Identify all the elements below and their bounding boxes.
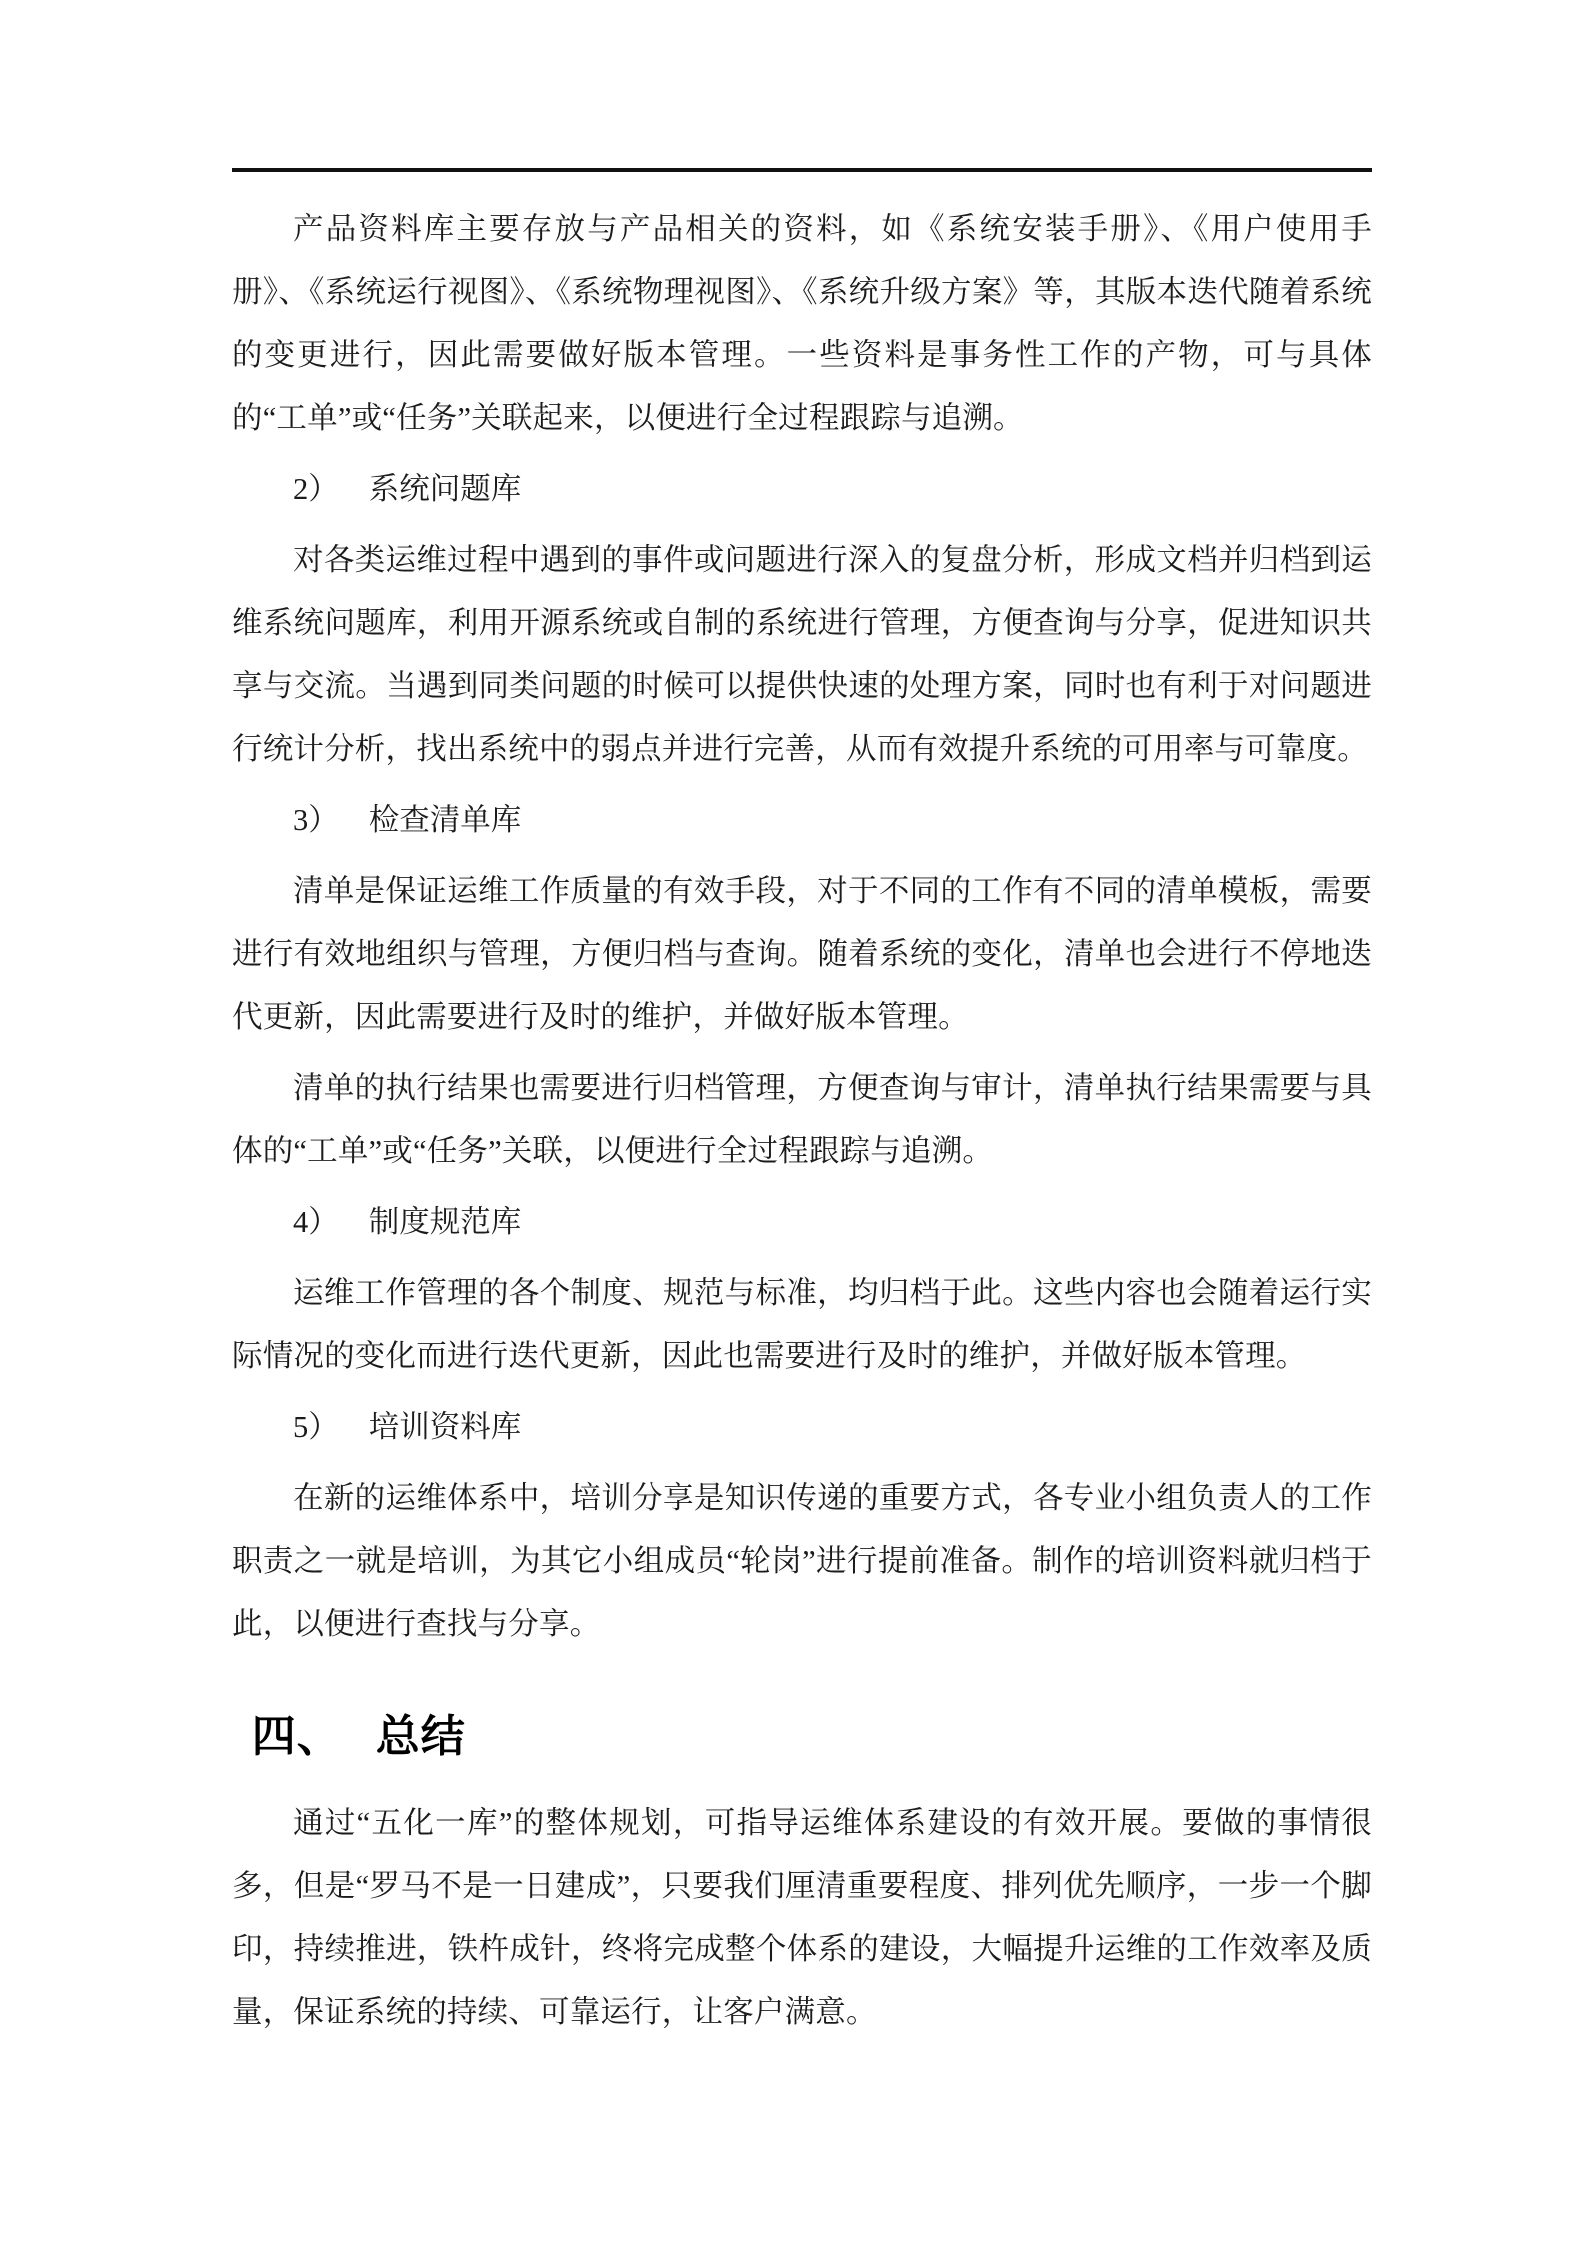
list-number: 5）	[293, 1410, 339, 1444]
list-heading-system-issue-library	[232, 458, 1372, 521]
header-rule-divider	[232, 168, 1372, 172]
paragraph-policy-library: 运维工作管理的各个制度、规范与标准，均归档于此。这些内容也会随着运行实际情况的变化而进行迭代更新，因此也需要进行及时的维护，并做好版本管理。	[232, 1276, 1372, 1373]
list-heading-label: 制度规范库	[368, 1205, 522, 1239]
list-number: 4）	[293, 1205, 339, 1239]
list-heading-label: 系统问题库	[368, 472, 522, 506]
list-number: 3）	[293, 803, 339, 837]
paragraph-checklist-library-1: 清单是保证运维工作质量的有效手段，对于不同的工作有不同的清单模板，需要进行有效地组织与管理，方便归档与查询。随着系统的变化，清单也会进行不停地迭代更新，因此需要进行及时的维护，并做好版本管理。	[232, 874, 1372, 1034]
paragraph-system-issue-library: 对各类运维过程中遇到的事件或问题进行深入的复盘分析，形成文档并归档到运维系统问题库，利用开源系统或自制的系统进行管理，方便查询与分享，促进知识共享与交流。当遇到同类问题的时候可以提供快速的处理方案，同时也有利于对问题进行统计分析，找出系统中的弱点并进行完善，从而有效提升系统的可用率与可靠度。	[232, 543, 1372, 766]
list-heading-checklist-library	[232, 789, 1372, 852]
section-number: 四、	[251, 1711, 342, 1762]
list-heading-training-library	[232, 1396, 1372, 1459]
paragraph-checklist-library-2: 清单的执行结果也需要进行归档管理，方便查询与审计，清单执行结果需要与具体的“工单”或“任务”关联，以便进行全过程跟踪与追溯。	[232, 1071, 1372, 1168]
paragraph-training-library: 在新的运维体系中，培训分享是知识传递的重要方式，各专业小组负责人的工作职责之一就是培训，为其它小组成员“轮岗”进行提前准备。制作的培训资料就归档于此，以便进行查找与分享。	[232, 1481, 1372, 1641]
list-heading-policy-library	[232, 1191, 1372, 1254]
paragraph-product-docs-library: 产品资料库主要存放与产品相关的资料，如《系统安装手册》、《用户使用手册》、《系统运行视图》、《系统物理视图》、《系统升级方案》等，其版本迭代随着系统的变更进行，因此需要做好版本管理。一些资料是事务性工作的产物，可与具体的“工单”或“任务”关联起来，以便进行全过程跟踪与追溯。	[232, 212, 1372, 435]
list-heading-label: 培训资料库	[368, 1410, 522, 1444]
page-content	[232, 168, 1372, 2052]
section-heading-summary	[232, 1700, 1372, 1774]
paragraph-summary: 通过“五化一库”的整体规划，可指导运维体系建设的有效开展。要做的事情很多，但是“罗马不是一日建成”，只要我们厘清重要程度、排列优先顺序，一步一个脚印，持续推进，铁杵成针，终将完成整个体系的建设，大幅提升运维的工作效率及质量，保证系统的持续、可靠运行，让客户满意。	[232, 1806, 1372, 2029]
section-title: 总结	[375, 1711, 466, 1762]
list-heading-label: 检查清单库	[368, 803, 522, 837]
list-number: 2）	[293, 472, 339, 506]
